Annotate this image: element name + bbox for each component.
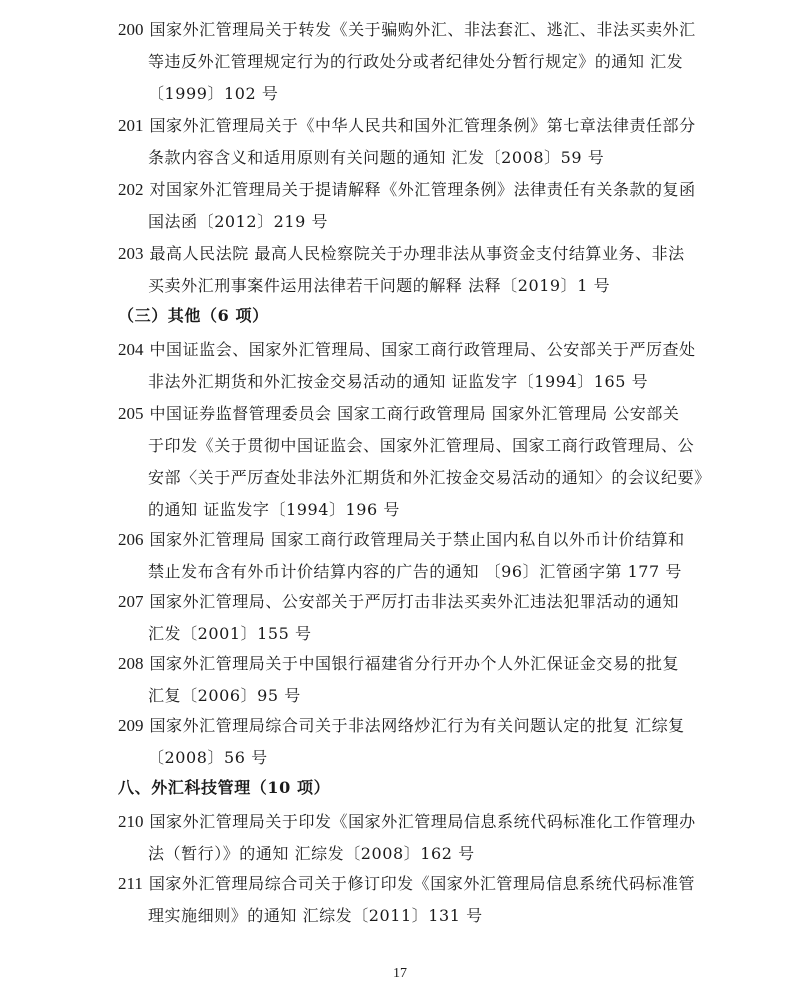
item-text-line: 于印发《关于贯彻中国证监会、国家外汇管理局、国家工商行政管理局、公 bbox=[148, 436, 695, 455]
item-text-line: 国家外汇管理局综合司关于修订印发《国家外汇管理局信息系统代码标准管 bbox=[148, 874, 696, 893]
item-number: 200 bbox=[118, 20, 144, 39]
item-text-line: 国家外汇管理局 国家工商行政管理局关于禁止国内私自以外币计价结算和 bbox=[149, 530, 685, 549]
item-text-line: 国家外汇管理局、公安部关于严厉打击非法买卖外汇违法犯罪活动的通知 bbox=[149, 592, 680, 611]
item-text-line: 安部〈关于严厉查处非法外汇期货和外汇按金交易活动的通知〉的会议纪要》 bbox=[148, 468, 711, 487]
item-text-line: 〔1999〕102 号 bbox=[148, 84, 279, 103]
item-number: 203 bbox=[118, 244, 144, 263]
item-text-line: 国家外汇管理局关于印发《国家外汇管理局信息系统代码标准化工作管理办 bbox=[149, 812, 696, 831]
item-number: 211 bbox=[118, 874, 143, 893]
item-text-line: 汇发〔2001〕155 号 bbox=[148, 624, 312, 643]
item-text-line: 国家外汇管理局综合司关于非法网络炒汇行为有关问题认定的批复 汇综复 bbox=[149, 716, 685, 735]
item-text-line: 国法函〔2012〕219 号 bbox=[148, 212, 329, 231]
item-text-line: 国家外汇管理局关于转发《关于骗购外汇、非法套汇、逃汇、非法买卖外汇 bbox=[149, 20, 696, 39]
item-text-line: 汇复〔2006〕95 号 bbox=[148, 686, 301, 705]
item-text-line: 最高人民法院 最高人民检察院关于办理非法从事资金支付结算业务、非法 bbox=[149, 244, 685, 263]
item-text-line: 买卖外汇刑事案件运用法律若干问题的解释 法释〔2019〕1 号 bbox=[148, 276, 611, 295]
item-text-line: 的通知 证监发字〔1994〕196 号 bbox=[148, 500, 400, 519]
item-text-line: 〔2008〕56 号 bbox=[148, 748, 268, 767]
item-text-line: 非法外汇期货和外汇按金交易活动的通知 证监发字〔1994〕165 号 bbox=[148, 372, 649, 391]
section-heading: 八、外汇科技管理（10 项） bbox=[118, 778, 331, 797]
item-text-line: 法（暂行）》的通知 汇综发〔2008〕162 号 bbox=[148, 844, 475, 863]
item-text-line: 禁止发布含有外币计价结算内容的广告的通知 〔96〕汇管函字第 177 号 bbox=[148, 562, 682, 581]
item-number: 204 bbox=[118, 340, 144, 359]
item-number: 205 bbox=[118, 404, 144, 423]
item-number: 201 bbox=[118, 116, 144, 135]
page-number: 17 bbox=[393, 966, 407, 981]
item-text-line: 国家外汇管理局关于中国银行福建省分行开办个人外汇保证金交易的批复 bbox=[149, 654, 680, 673]
item-number: 208 bbox=[118, 654, 144, 673]
item-number: 207 bbox=[118, 592, 144, 611]
item-number: 209 bbox=[118, 716, 144, 735]
item-text-line: 国家外汇管理局关于《中华人民共和国外汇管理条例》第七章法律责任部分 bbox=[149, 116, 696, 135]
item-text-line: 条款内容含义和适用原则有关问题的通知 汇发〔2008〕59 号 bbox=[148, 148, 605, 167]
item-number: 202 bbox=[118, 180, 144, 199]
item-text-line: 中国证券监督管理委员会 国家工商行政管理局 国家外汇管理局 公安部关 bbox=[149, 404, 680, 423]
item-text-line: 等违反外汇管理规定行为的行政处分或者纪律处分暂行规定》的通知 汇发 bbox=[148, 52, 684, 71]
item-text-line: 中国证监会、国家外汇管理局、国家工商行政管理局、公安部关于严厉查处 bbox=[149, 340, 696, 359]
item-number: 210 bbox=[118, 812, 144, 831]
item-number: 206 bbox=[118, 530, 144, 549]
item-text-line: 对国家外汇管理局关于提请解释《外汇管理条例》法律责任有关条款的复函 bbox=[149, 180, 696, 199]
section-heading: （三）其他（6 项） bbox=[118, 306, 269, 325]
item-text-line: 理实施细则》的通知 汇综发〔2011〕131 号 bbox=[148, 906, 483, 925]
